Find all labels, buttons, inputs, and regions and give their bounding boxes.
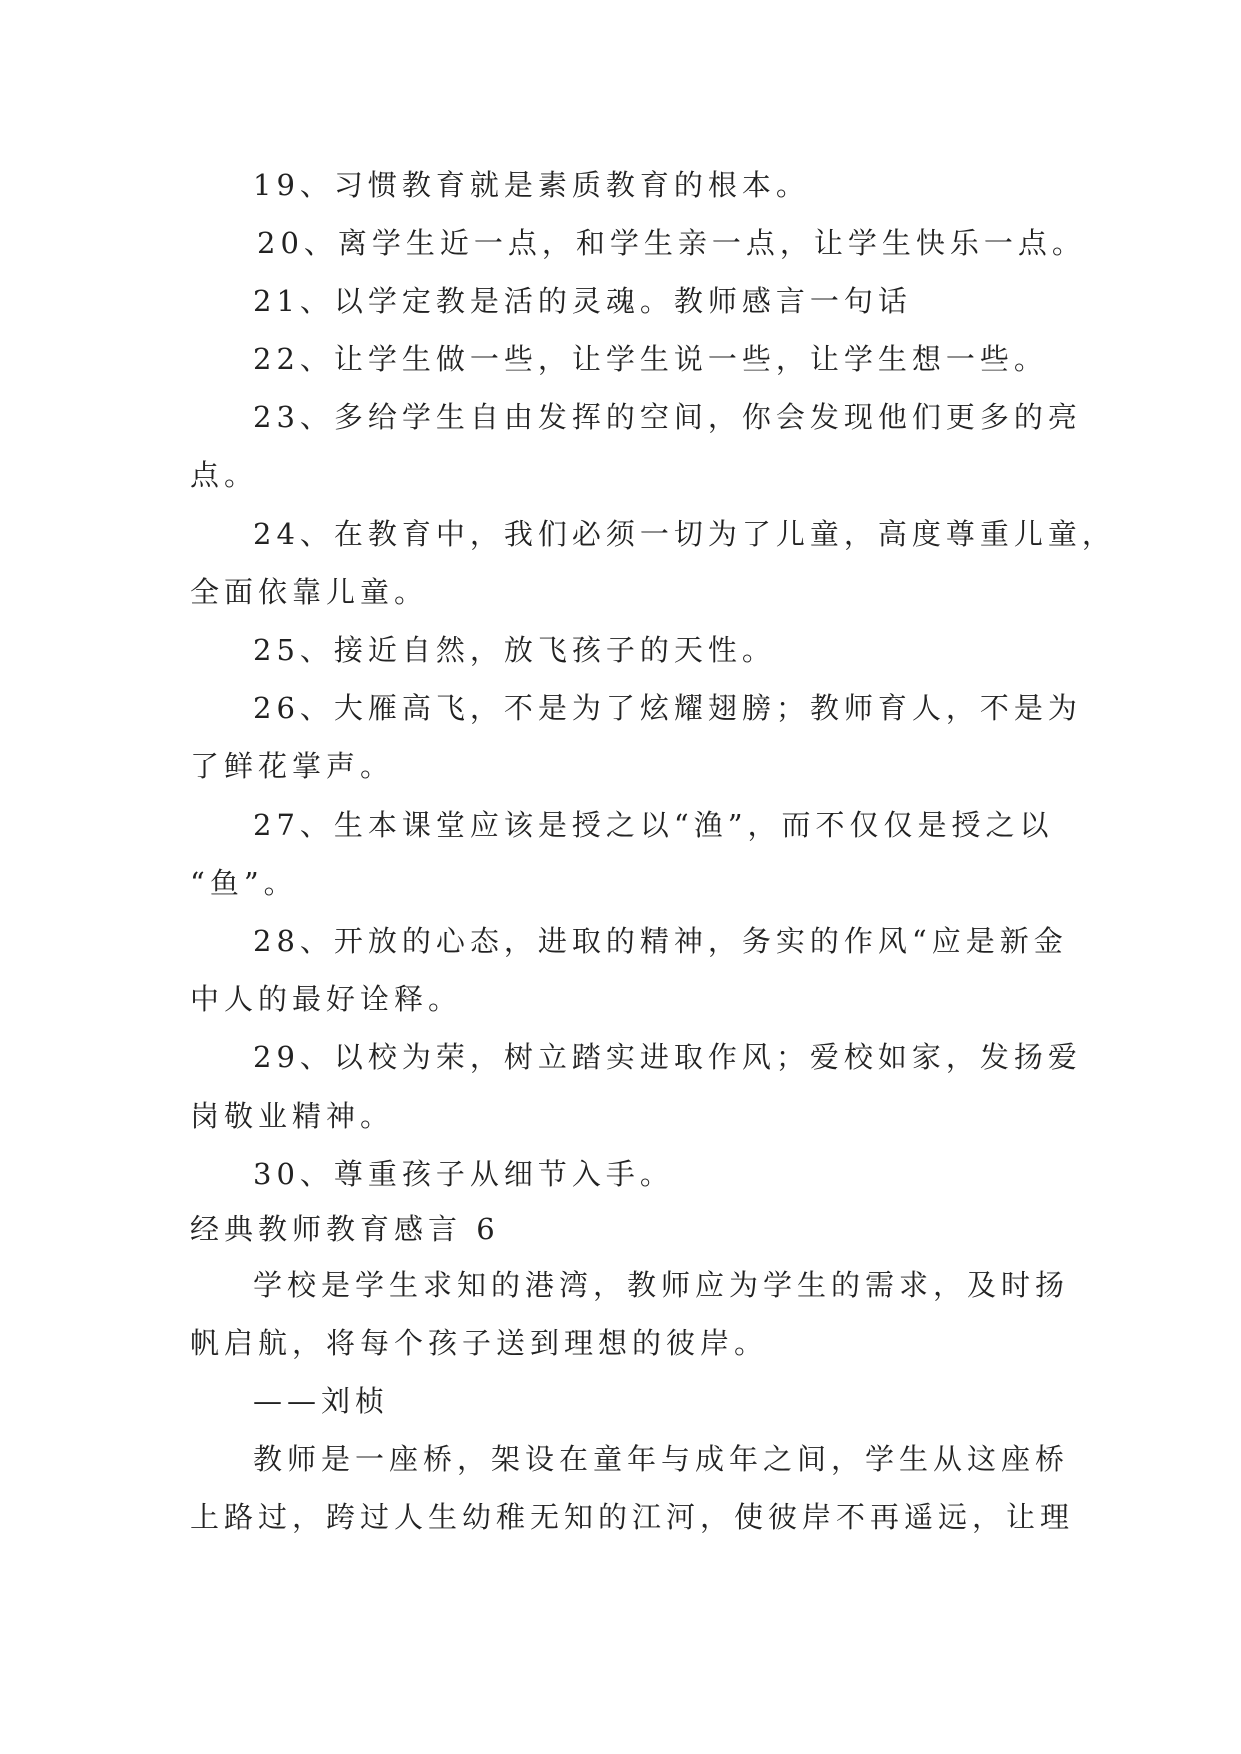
- quote-23-continued: 点。: [190, 458, 259, 492]
- paragraph-1: 学校是学生求知的港湾，教师应为学生的需求，及时扬: [253, 1268, 1070, 1302]
- quote-24-continued: 全面依靠儿童。: [190, 575, 429, 609]
- paragraph-2-continued: 上路过，跨过人生幼稚无知的江河，使彼岸不再遥远，让理: [190, 1500, 1075, 1534]
- quote-29-continued: 岗敬业精神。: [190, 1099, 395, 1133]
- quote-25: 25、接近自然，放飞孩子的天性。: [253, 633, 776, 667]
- quote-24: 24、在教育中，我们必须一切为了儿童，高度尊重儿童，: [253, 517, 1116, 551]
- quote-20: 20、离学生近一点，和学生亲一点，让学生快乐一点。: [257, 226, 1086, 260]
- paragraph-1-continued: 帆启航，将每个孩子送到理想的彼岸。: [190, 1326, 769, 1360]
- quote-26-continued: 了鲜花掌声。: [190, 749, 395, 783]
- quote-27: 27、生本课堂应该是授之以“渔”，而不仅仅是授之以: [253, 808, 1054, 842]
- quote-29: 29、以校为荣，树立踏实进取作风；爱校如家，发扬爱: [253, 1040, 1082, 1074]
- quote-28: 28、开放的心态，进取的精神，务实的作风“应是新金: [253, 924, 1068, 958]
- quote-21: 21、以学定教是活的灵魂。教师感言一句话: [253, 284, 912, 318]
- paragraph-2: 教师是一座桥，架设在童年与成年之间，学生从这座桥: [253, 1442, 1070, 1476]
- quote-26: 26、大雁高飞，不是为了炫耀翅膀；教师育人，不是为: [253, 691, 1082, 725]
- quote-28-continued: 中人的最好诠释。: [190, 982, 463, 1016]
- quote-22: 22、让学生做一些，让学生说一些，让学生想一些。: [253, 342, 1048, 376]
- quote-30: 30、尊重孩子从细节入手。: [253, 1157, 674, 1191]
- attribution: ——刘桢: [253, 1384, 390, 1418]
- quote-19: 19、习惯教育就是素质教育的根本。: [253, 168, 810, 202]
- quote-23: 23、多给学生自由发挥的空间，你会发现他们更多的亮: [253, 400, 1082, 434]
- quote-27-continued: “鱼”。: [190, 866, 298, 900]
- section-heading: 经典教师教育感言 6: [190, 1212, 500, 1246]
